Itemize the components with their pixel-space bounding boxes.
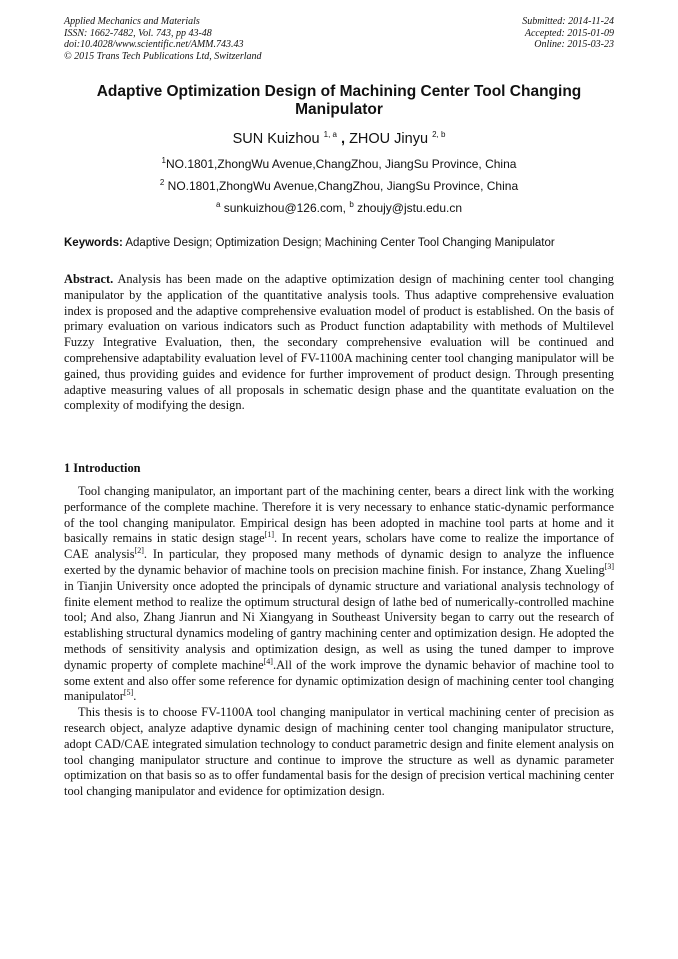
online-date: Online: 2015-03-23 [534,39,614,50]
abstract [64,272,614,414]
intro-p1-text-3: . In particular, they proposed many methods of dynamic design to analyze the influence exerted by the dynamic behavior of machine tools on precision machine finish. For instance, Zhang Xueling [64,547,614,577]
intro-p1-text-5: .All of the work improve the dynamic behavior of machine tool to some extent and also offer some reference for dynamic optimization design of machining center tool changing manipulator [64,657,614,704]
author-2-sup: 2, b [432,130,446,140]
journal-doi: doi:10.4028/www.scientific.net/AMM.743.43 [64,39,244,50]
keywords-text: Adaptive Design; Optimization Design; Machining Center Tool Changing Manipulator [122,237,555,249]
email-b: zhoujy@jstu.edu.cn [353,201,463,215]
intro-p1-text-4: in Tianjin University once adopted the principals of dynamic structure and variational analysis technology of finite element method to realize the optimum structural design of lathe bed of numerically-controlled machine tool; And also, Zhang Jianrun and Ni Xiangyang in Southeast University began to carry out the research of establishing structural dynamics modeling of gantry machining center and optimization design. He adopted the methods of sensitivity analysis and optimization design, as well as using the tuned damper to improve dynamic property of complete machine [64,578,614,672]
introduction-body [64,484,614,800]
email-a-sup: a [215,200,221,209]
journal-issn: ISSN: 1662-7482, Vol. 743, pp 43-48 [64,27,212,39]
abstract-text: Analysis has been made on the adaptive optimization design of machining center tool changing manipulator by the application of the quantitative analysis tools. Thus adaptive comprehensive evaluation index is proposed and the adaptive comprehensive evaluation model of product is established. On the basis of primary evaluation on various indicators such as Product function adaptability with methods of Multilevel Fuzzy Integrative Evaluation, then, the secondary comprehensive evaluation will be continued and comprehensive adaptability evaluation level of FV-1100A machining center tool changing manipulator will be gained, thus providing guides and evidence for further improvement of product design. Through presenting adaptive measuring values of all proposals in schematic design phase and the quantitate evaluation on the complexity of modifying the design. [64,272,614,413]
intro-p1-text-6: . [133,689,137,704]
email-b-sup: b [349,200,354,209]
affiliation-1-sup: 1 [161,156,166,165]
journal-name: Applied Mechanics and Materials [64,16,200,27]
affiliation-2-sup: 2 [159,178,165,187]
citation-5: [5] [123,688,134,698]
keywords-label: Keywords: [64,237,123,249]
accepted-date: Accepted: 2015-01-09 [524,27,614,39]
intro-paragraph-2: This thesis is to choose FV-1100A tool changing manipulator in vertical machining center of precision as research object, analyze adaptive dynamic design of machining center tool changing manipulator structure, adopt CAD/CAE integrated simulation technology to conduct parametric design and finite element analysis on tool changing manipulator structure and continue to improve the structure as well as dynamic parameter optimization on that basis so as to offer fundamental basis for the design of precision vertical machining center tool changing manipulator and evidence for optimization design. [64,705,614,799]
citation-1: [1] [264,530,274,540]
journal-copyright: © 2015 Trans Tech Publications Ltd, Switzerland [64,50,262,62]
keywords [64,236,614,250]
section-heading-introduction: 1 Introduction [64,461,141,475]
abstract-label: Abstract. [64,272,114,286]
author-1-sup: 1, a [323,130,337,140]
intro-paragraph-1 [64,484,614,705]
author-emails [64,201,614,215]
affiliation-2 [64,179,614,193]
author-2-name: ZHOU Jinyu [349,131,429,147]
affiliation-2-text: NO.1801,ZhongWu Avenue,ChangZhou, JiangSu Province, China [164,179,519,193]
journal-header [64,16,262,62]
citation-4: [4] [263,656,273,666]
author-1-name: SUN Kuizhou [232,131,320,147]
publication-dates [522,16,614,51]
citation-3: [3] [604,561,614,571]
intro-p1-text-2: . In recent years, scholars have come to realize the importance of CAE analysis [64,531,614,562]
email-a: sunkuizhou@126.com, [220,201,350,215]
citation-2: [2] [134,546,144,556]
author-line [64,130,614,148]
intro-p1-text-1: Tool changing manipulator, an important part of the machining center, bears a direct link with the working performance of the complete machine. Therefore it is very necessary to enhance static-dynamic performance of the tool changing manipulator. Empirical design has been adopted in machine tool parts at home and it basically remains in static design stage [64,484,614,546]
author-separator: , [336,131,350,147]
affiliation-1-text: NO.1801,ZhongWu Avenue,ChangZhou, JiangSu Province, China [166,157,517,171]
submitted-date: Submitted: 2014-11-24 [522,16,614,27]
paper-title: Adaptive Optimization Design of Machining Center Tool Changing Manipulator [96,83,582,118]
affiliation-1 [64,157,614,171]
